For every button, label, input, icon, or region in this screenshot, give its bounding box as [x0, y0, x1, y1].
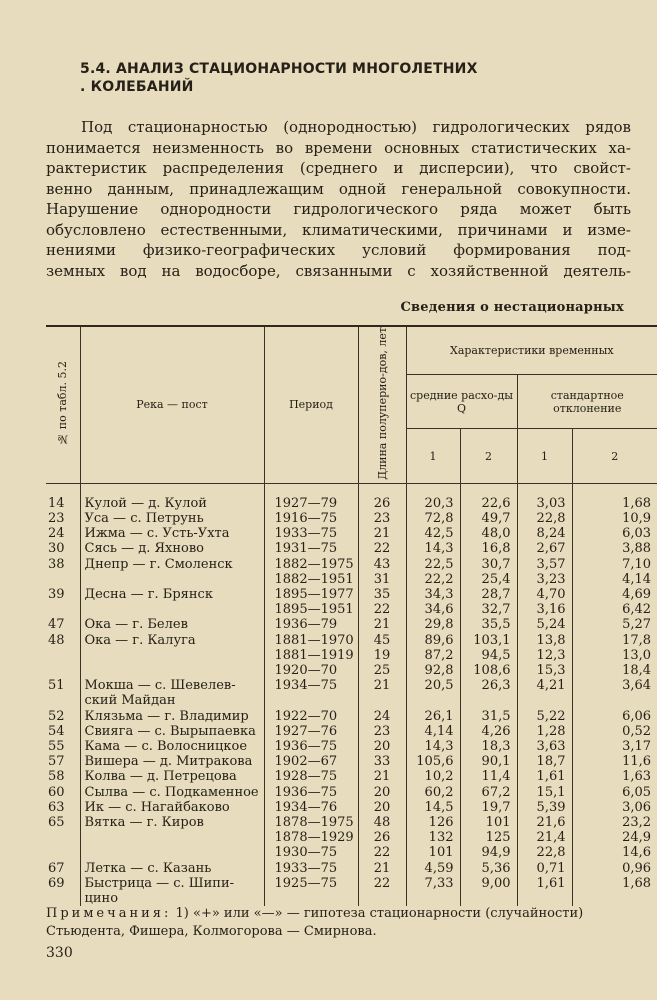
- table-header: [46, 326, 657, 483]
- row-number-cell: 57: [48, 754, 65, 770]
- std-dev-2-cell: 3,64: [572, 678, 657, 708]
- mean-flow-1-cell: 7,33: [406, 876, 460, 906]
- table-row: [46, 572, 657, 587]
- river-station-cell: Мокша — с. Шевелев-ский Майдан: [80, 678, 264, 708]
- period-cell: 1936—75: [264, 785, 358, 800]
- mean-flow-2-cell: 125: [460, 830, 517, 845]
- period-cell: 1916—75: [264, 511, 358, 526]
- half-period-length-cell: 22: [358, 845, 406, 860]
- river-station-cell: Летка — с. Казань: [80, 861, 264, 876]
- std-dev-2-cell: 7,10: [572, 557, 657, 572]
- period-cell: 1881—1919: [264, 648, 358, 663]
- half-period-length-cell: 21: [358, 861, 406, 876]
- table-row: [46, 557, 657, 572]
- half-period-length-cell: 33: [358, 754, 406, 769]
- period-cell: 1902—67: [264, 754, 358, 769]
- period-cell: 1927—76: [264, 724, 358, 739]
- table-row: [46, 724, 657, 739]
- mean-flow-2-cell: 4,26: [460, 724, 517, 739]
- table-row: [46, 617, 657, 632]
- header-sub-4: 2: [572, 429, 657, 483]
- row-number-cell: 48: [48, 632, 65, 648]
- river-station-cell: [80, 830, 264, 845]
- table-caption: Сведения о нестационарных: [400, 300, 624, 315]
- std-dev-2-cell: 13,0: [572, 648, 657, 663]
- std-dev-1-cell: 12,3: [517, 648, 572, 663]
- std-dev-1-cell: 1,61: [517, 876, 572, 906]
- row-number-cell: 24: [48, 526, 65, 542]
- mean-flow-2-cell: 67,2: [460, 785, 517, 800]
- std-dev-2-cell: 3,17: [572, 739, 657, 754]
- period-cell: 1933—75: [264, 526, 358, 541]
- row-number-cell: 51: [48, 678, 65, 694]
- period-cell: 1933—75: [264, 861, 358, 876]
- mean-flow-2-cell: 28,7: [460, 587, 517, 602]
- table-row: [46, 511, 657, 526]
- std-dev-1-cell: 3,23: [517, 572, 572, 587]
- table-row: [46, 800, 657, 815]
- page-number: 330: [46, 945, 73, 961]
- mean-flow-1-cell: 4,59: [406, 861, 460, 876]
- half-period-length-cell: 23: [358, 724, 406, 739]
- note-label: Примечания:: [46, 906, 172, 921]
- std-dev-2-cell: 1,63: [572, 769, 657, 784]
- std-dev-1-cell: 4,70: [517, 587, 572, 602]
- std-dev-1-cell: 1,61: [517, 769, 572, 784]
- paragraph-line: обусловлено естественными, климатическими, причинами и изме-: [46, 220, 631, 239]
- std-dev-1-cell: 5,24: [517, 617, 572, 632]
- river-station-cell: Десна — г. Брянск: [80, 587, 264, 602]
- mean-flow-1-cell: 34,3: [406, 587, 460, 602]
- mean-flow-1-cell: 72,8: [406, 511, 460, 526]
- table-row: [46, 602, 657, 617]
- section-heading-line-1: 5.4. АНАЛИЗ СТАЦИОНАРНОСТИ МНОГОЛЕТНИХ: [80, 61, 478, 77]
- std-dev-2-cell: 6,05: [572, 785, 657, 800]
- std-dev-1-cell: 1,28: [517, 724, 572, 739]
- period-cell: 1928—75: [264, 769, 358, 784]
- row-number-cell: [46, 572, 80, 587]
- table-row: [46, 663, 657, 678]
- half-period-length-cell: 22: [358, 876, 406, 906]
- row-number-cell: 55: [48, 739, 65, 755]
- half-period-length-cell: 35: [358, 587, 406, 602]
- row-number-cell: 23: [48, 510, 65, 526]
- std-dev-2-cell: 3,88: [572, 541, 657, 556]
- std-dev-2-cell: 5,27: [572, 617, 657, 632]
- mean-flow-2-cell: 5,36: [460, 861, 517, 876]
- row-number-cell: 65: [48, 815, 65, 831]
- mean-flow-1-cell: 22,2: [406, 572, 460, 587]
- row-number-cell: 52: [48, 708, 65, 724]
- mean-flow-1-cell: 34,6: [406, 602, 460, 617]
- header-river: Река — пост: [80, 326, 264, 483]
- mean-flow-2-cell: 94,9: [460, 845, 517, 860]
- mean-flow-2-cell: 16,8: [460, 541, 517, 556]
- row-number-cell: 54: [48, 723, 65, 739]
- period-cell: 1934—76: [264, 800, 358, 815]
- half-period-length-cell: 25: [358, 663, 406, 678]
- mean-flow-2-cell: 30,7: [460, 557, 517, 572]
- river-station-cell: Сясь — д. Яхново: [80, 541, 264, 556]
- std-dev-2-cell: 4,69: [572, 587, 657, 602]
- river-station-cell: [80, 648, 264, 663]
- std-dev-2-cell: 11,6: [572, 754, 657, 769]
- period-cell: 1930—75: [264, 845, 358, 860]
- period-cell: 1878—1929: [264, 830, 358, 845]
- period-cell: 1936—75: [264, 739, 358, 754]
- period-cell: 1936—79: [264, 617, 358, 632]
- paragraph-line: Под стационарностью (однородностью) гидрологических рядов: [81, 118, 631, 136]
- header-sub-3: 1: [517, 429, 572, 483]
- std-dev-1-cell: 18,7: [517, 754, 572, 769]
- row-number-cell: 30: [48, 541, 65, 557]
- mean-flow-1-cell: 26,1: [406, 709, 460, 724]
- half-period-length-cell: 26: [358, 830, 406, 845]
- table-row: [46, 739, 657, 754]
- mean-flow-1-cell: 22,5: [406, 557, 460, 572]
- half-period-length-cell: 20: [358, 739, 406, 754]
- std-dev-2-cell: 17,8: [572, 633, 657, 648]
- half-period-length-cell: 20: [358, 785, 406, 800]
- header-std: стандартное отклонение: [517, 375, 657, 429]
- river-station-cell: Ока — г. Калуга: [80, 633, 264, 648]
- mean-flow-2-cell: 18,3: [460, 739, 517, 754]
- row-number-cell: 47: [48, 617, 65, 633]
- row-number-cell: [46, 663, 80, 678]
- river-station-cell: Ижма — с. Усть-Ухта: [80, 526, 264, 541]
- row-number-cell: [46, 648, 80, 663]
- mean-flow-2-cell: 103,1: [460, 633, 517, 648]
- header-period: Период: [264, 326, 358, 483]
- std-dev-1-cell: 5,39: [517, 800, 572, 815]
- mean-flow-1-cell: 10,2: [406, 769, 460, 784]
- table-row: [46, 861, 657, 876]
- std-dev-2-cell: 23,2: [572, 815, 657, 830]
- std-dev-2-cell: 3,06: [572, 800, 657, 815]
- table-row: [46, 830, 657, 845]
- half-period-length-cell: 45: [358, 633, 406, 648]
- std-dev-2-cell: 6,42: [572, 602, 657, 617]
- river-station-cell: Уса — с. Петрунь: [80, 511, 264, 526]
- table-row: [46, 769, 657, 784]
- river-station-cell: Кулой — д. Кулой: [80, 483, 264, 511]
- std-dev-1-cell: 3,16: [517, 602, 572, 617]
- row-number-cell: 39: [48, 587, 65, 602]
- table-body: [46, 483, 657, 906]
- river-station-cell: [80, 572, 264, 587]
- half-period-length-cell: 21: [358, 526, 406, 541]
- header-mean: средние расхо-ды Q: [406, 375, 517, 429]
- std-dev-1-cell: 0,71: [517, 861, 572, 876]
- period-cell: 1895—1977: [264, 587, 358, 602]
- period-cell: 1882—1975: [264, 557, 358, 572]
- river-station-cell: [80, 845, 264, 860]
- data-table: [46, 325, 657, 906]
- half-period-length-cell: 26: [358, 483, 406, 511]
- mean-flow-1-cell: 132: [406, 830, 460, 845]
- half-period-length-cell: 23: [358, 511, 406, 526]
- mean-flow-2-cell: 49,7: [460, 511, 517, 526]
- half-period-length-cell: 21: [358, 617, 406, 632]
- std-dev-1-cell: 21,6: [517, 815, 572, 830]
- mean-flow-1-cell: 60,2: [406, 785, 460, 800]
- table-row: [46, 845, 657, 860]
- mean-flow-1-cell: 20,5: [406, 678, 460, 708]
- table-row: [46, 754, 657, 769]
- period-cell: 1934—75: [264, 678, 358, 708]
- table-row: [46, 785, 657, 800]
- std-dev-2-cell: 0,52: [572, 724, 657, 739]
- river-station-cell: Свияга — с. Вырыпаевка: [80, 724, 264, 739]
- std-dev-2-cell: 6,03: [572, 526, 657, 541]
- mean-flow-2-cell: 22,6: [460, 483, 517, 511]
- period-cell: 1931—75: [264, 541, 358, 556]
- std-dev-1-cell: 22,8: [517, 511, 572, 526]
- header-characteristics: Характеристики временных: [406, 326, 657, 375]
- river-station-cell: Быстрица — с. Шипи-цино: [80, 876, 264, 906]
- row-number-cell: 14: [46, 483, 80, 511]
- std-dev-1-cell: 21,4: [517, 830, 572, 845]
- row-number-cell: [46, 602, 80, 617]
- std-dev-1-cell: 3,03: [517, 483, 572, 511]
- mean-flow-2-cell: 11,4: [460, 769, 517, 784]
- half-period-length-cell: 22: [358, 541, 406, 556]
- half-period-length-cell: 21: [358, 769, 406, 784]
- river-station-cell: Вятка — г. Киров: [80, 815, 264, 830]
- mean-flow-1-cell: 101: [406, 845, 460, 860]
- table-row: [46, 876, 657, 906]
- paragraph-line: нениями физико-географических условий формирования под-: [46, 241, 631, 259]
- mean-flow-1-cell: 20,3: [406, 483, 460, 511]
- std-dev-2-cell: 18,4: [572, 663, 657, 678]
- period-cell: 1922—70: [264, 709, 358, 724]
- river-station-cell: Вишера — д. Митракова: [80, 754, 264, 769]
- std-dev-1-cell: 2,67: [517, 541, 572, 556]
- mean-flow-2-cell: 90,1: [460, 754, 517, 769]
- mean-flow-1-cell: 105,6: [406, 754, 460, 769]
- mean-flow-1-cell: 92,8: [406, 663, 460, 678]
- period-cell: 1881—1970: [264, 633, 358, 648]
- paragraph-line: земных вод на водосборе, связанными с хозяйственной деятель-: [46, 261, 631, 280]
- row-number-cell: 38: [48, 556, 65, 572]
- std-dev-2-cell: 24,9: [572, 830, 657, 845]
- mean-flow-1-cell: 14,3: [406, 739, 460, 754]
- half-period-length-cell: 43: [358, 557, 406, 572]
- river-station-cell: Клязьма — г. Владимир: [80, 709, 264, 724]
- mean-flow-2-cell: 35,5: [460, 617, 517, 632]
- river-station-cell: Сылва — с. Подкаменное: [80, 785, 264, 800]
- std-dev-1-cell: 8,24: [517, 526, 572, 541]
- std-dev-2-cell: 4,14: [572, 572, 657, 587]
- half-period-length-cell: 21: [358, 678, 406, 708]
- std-dev-2-cell: 10,9: [572, 511, 657, 526]
- table-row: [46, 526, 657, 541]
- table-row: [46, 815, 657, 830]
- row-number-cell: 67: [48, 860, 65, 876]
- period-cell: 1895—1951: [264, 602, 358, 617]
- header-sub-2: 2: [460, 429, 517, 483]
- river-station-cell: Днепр — г. Смоленск: [80, 557, 264, 572]
- header-no: № по табл. 5.2: [46, 326, 80, 483]
- mean-flow-2-cell: 25,4: [460, 572, 517, 587]
- mean-flow-2-cell: 48,0: [460, 526, 517, 541]
- period-cell: 1882—1951: [264, 572, 358, 587]
- header-sub-1: 1: [406, 429, 460, 483]
- mean-flow-2-cell: 19,7: [460, 800, 517, 815]
- std-dev-1-cell: 15,1: [517, 785, 572, 800]
- table-row: [46, 587, 657, 602]
- period-cell: 1920—70: [264, 663, 358, 678]
- mean-flow-1-cell: 29,8: [406, 617, 460, 632]
- row-number-cell: [46, 845, 80, 860]
- half-period-length-cell: 24: [358, 709, 406, 724]
- std-dev-1-cell: 22,8: [517, 845, 572, 860]
- river-station-cell: Колва — д. Петрецова: [80, 769, 264, 784]
- half-period-length-cell: 48: [358, 815, 406, 830]
- mean-flow-2-cell: 108,6: [460, 663, 517, 678]
- mean-flow-2-cell: 31,5: [460, 709, 517, 724]
- mean-flow-2-cell: 32,7: [460, 602, 517, 617]
- half-period-length-cell: 22: [358, 602, 406, 617]
- std-dev-2-cell: 1,68: [572, 876, 657, 906]
- row-number-cell: 58: [48, 769, 65, 785]
- river-station-cell: [80, 663, 264, 678]
- row-number-cell: 69: [48, 875, 65, 891]
- table-row: [46, 709, 657, 724]
- table-row: [46, 483, 657, 511]
- std-dev-2-cell: 0,96: [572, 861, 657, 876]
- note-text: 1) «+» или «—» — гипотеза стационарности (случайности) Стьюдента, Фишера, Колмогорова — Смирнова.: [46, 906, 584, 939]
- std-dev-1-cell: 4,21: [517, 678, 572, 708]
- std-dev-2-cell: 1,68: [572, 483, 657, 511]
- table-row: [46, 633, 657, 648]
- section-heading-line-2: . КОЛЕБАНИЙ: [80, 79, 194, 95]
- paragraph-line: венно данным, принадлежащим одной генеральной совокупности.: [46, 179, 631, 198]
- river-station-cell: Кама — с. Волосницкое: [80, 739, 264, 754]
- std-dev-2-cell: 6,06: [572, 709, 657, 724]
- half-period-length-cell: 31: [358, 572, 406, 587]
- mean-flow-2-cell: 9,00: [460, 876, 517, 906]
- mean-flow-1-cell: 89,6: [406, 633, 460, 648]
- half-period-length-cell: 20: [358, 800, 406, 815]
- mean-flow-1-cell: 14,5: [406, 800, 460, 815]
- paragraph-line: Нарушение однородности гидрологического ряда может быть: [46, 200, 631, 218]
- mean-flow-1-cell: 42,5: [406, 526, 460, 541]
- table-row: [46, 678, 657, 708]
- table-row: [46, 648, 657, 663]
- row-number-cell: [46, 830, 80, 845]
- paragraph-line: рактеристик распределения (среднего и дисперсии), что свойст-: [46, 159, 631, 177]
- period-cell: 1927—79: [264, 483, 358, 511]
- row-number-cell: 63: [48, 799, 65, 815]
- row-number-cell: 60: [48, 784, 65, 800]
- std-dev-2-cell: 14,6: [572, 845, 657, 860]
- std-dev-1-cell: 3,63: [517, 739, 572, 754]
- river-station-cell: [80, 602, 264, 617]
- std-dev-1-cell: 3,57: [517, 557, 572, 572]
- std-dev-1-cell: 15,3: [517, 663, 572, 678]
- mean-flow-2-cell: 94,5: [460, 648, 517, 663]
- half-period-length-cell: 19: [358, 648, 406, 663]
- section-heading: [80, 60, 478, 96]
- mean-flow-2-cell: 26,3: [460, 678, 517, 708]
- table-row: [46, 541, 657, 556]
- paragraph-line: понимается неизменность во времени основных статистических ха-: [46, 138, 631, 157]
- period-cell: 1878—1975: [264, 815, 358, 830]
- table-note: [46, 905, 638, 941]
- river-station-cell: Ока — г. Белев: [80, 617, 264, 632]
- period-cell: 1925—75: [264, 876, 358, 906]
- mean-flow-1-cell: 87,2: [406, 648, 460, 663]
- mean-flow-1-cell: 4,14: [406, 724, 460, 739]
- mean-flow-1-cell: 14,3: [406, 541, 460, 556]
- header-length: Длина полуперио-дов, лет: [358, 326, 406, 483]
- mean-flow-2-cell: 101: [460, 815, 517, 830]
- river-station-cell: Ик — с. Нагайбаково: [80, 800, 264, 815]
- std-dev-1-cell: 13,8: [517, 633, 572, 648]
- std-dev-1-cell: 5,22: [517, 709, 572, 724]
- body-paragraph: [46, 117, 631, 281]
- mean-flow-1-cell: 126: [406, 815, 460, 830]
